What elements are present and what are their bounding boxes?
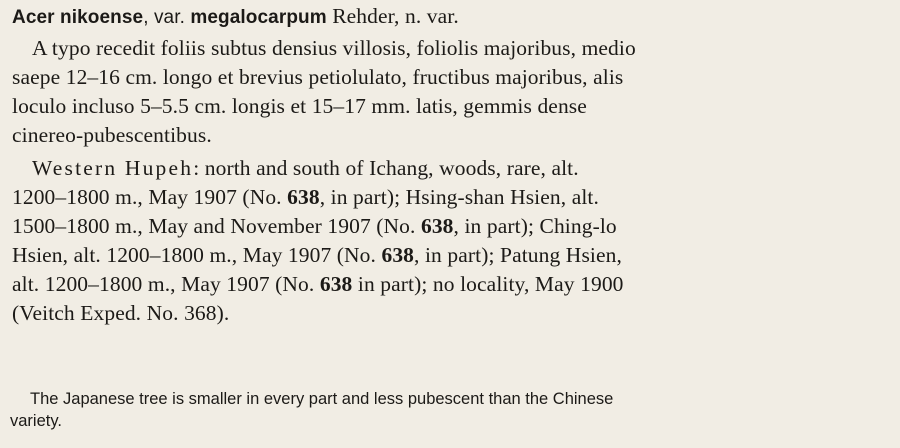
specimen-line-4-b: , in part); Patung Hsien, [414, 243, 622, 267]
collection-number: 638 [381, 243, 415, 267]
specimen-line-5 [12, 270, 624, 298]
variety-name: megalocarpum [190, 7, 327, 28]
specimen-line-2-a: 1200–1800 m., May 1907 (No. [12, 185, 288, 209]
description-line-2: saepe 12–16 cm. longo et brevius petiolulato, fructibus majoribus, alis [12, 65, 624, 89]
specimen-line-4-a: Hsien, alt. 1200–1800 m., May 1907 (No. [12, 243, 382, 267]
specimen-line-3-b: , in part); Ching-lo [453, 214, 617, 238]
collection-number: 638 [287, 185, 320, 209]
description-line-1: A typo recedit foliis subtus densius villosis, foliolis majoribus, medio [32, 36, 636, 60]
specimen-line-3 [12, 212, 617, 240]
specimen-line-1-text: : north and south of Ichang, woods, rare, alt. [193, 156, 579, 180]
specimen-line-4 [12, 241, 622, 269]
description-line-3: loculo incluso 5–5.5 cm. longis et 15–17 mm. latis, gemmis dense [12, 94, 587, 118]
specimen-line-2 [12, 183, 599, 211]
specimen-line-1 [32, 154, 579, 182]
note-line-2: variety. [10, 412, 62, 430]
specimen-line-5-a: alt. 1200–1800 m., May 1907 (No. [12, 272, 320, 296]
specimen-line-5-b: in part); no locality, May 1900 [352, 272, 624, 296]
taxon-heading [12, 2, 459, 32]
note-line-1: The Japanese tree is smaller in every part and less pubescent than the Chinese [30, 390, 614, 408]
specimen-line-2-b: , in part); Hsing-shan Hsien, alt. [319, 185, 599, 209]
description-line-4: cinereo-pubescentibus. [12, 123, 212, 147]
collection-number: 638 [319, 272, 353, 296]
collection-number: 638 [420, 214, 454, 238]
name-separator: , var. [143, 7, 191, 28]
specimen-line-3-a: 1500–1800 m., May and November 1907 (No. [12, 214, 421, 238]
species-name: Acer nikoense [12, 7, 144, 28]
authority: Rehder, n. var. [326, 4, 459, 28]
region-name: Western Hupeh [32, 156, 194, 180]
specimen-line-6: (Veitch Exped. No. 368). [12, 301, 230, 325]
